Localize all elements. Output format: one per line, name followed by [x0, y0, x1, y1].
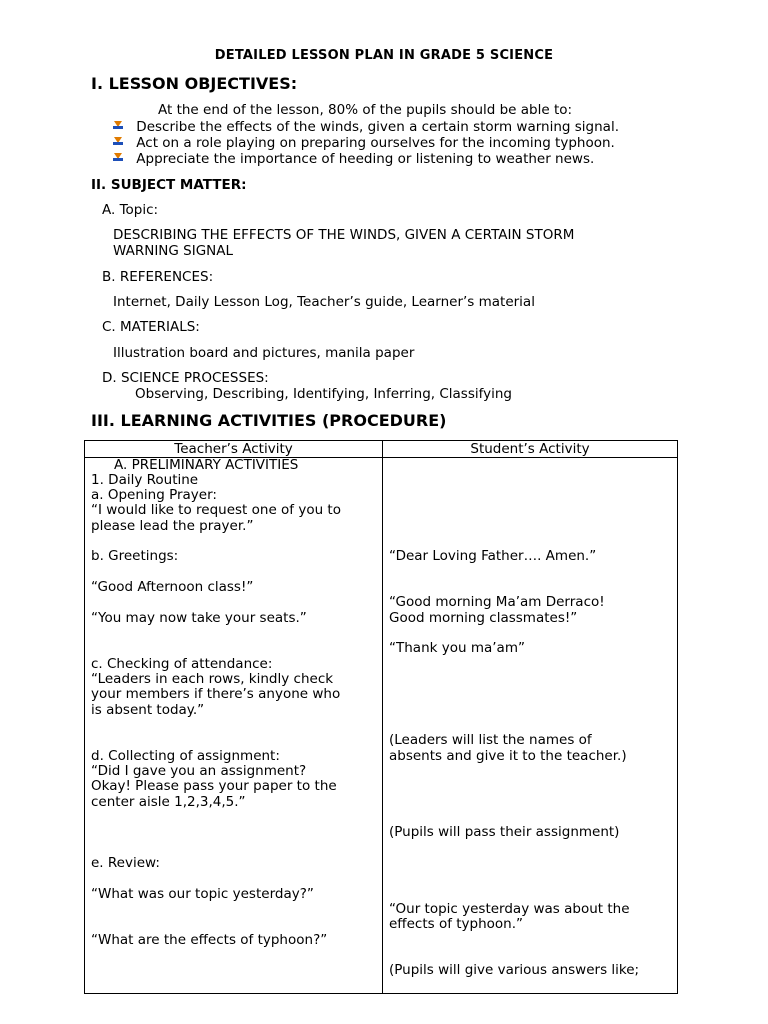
- materials-text: Illustration board and pictures, manila paper: [113, 345, 415, 361]
- student-line: “Thank you ma’am”: [389, 640, 525, 656]
- student-line: “Our topic yesterday was about the: [389, 901, 630, 917]
- down-arrow-bullet-icon: [113, 121, 123, 131]
- teacher-line: a. Opening Prayer:: [91, 487, 217, 503]
- student-line: effects of typhoon.”: [389, 916, 524, 932]
- down-arrow-bullet-icon: [113, 153, 123, 163]
- teacher-line: your members if there’s anyone who: [91, 686, 341, 702]
- teacher-line: “Did I gave you an assignment?: [91, 763, 307, 779]
- teacher-line: “What are the effects of typhoon?”: [91, 932, 328, 948]
- student-line: “Good morning Ma’am Derraco!: [389, 594, 605, 610]
- student-line: (Pupils will give various answers like;: [389, 962, 640, 978]
- student-line: (Leaders will list the names of: [389, 732, 592, 748]
- objectives-intro: At the end of the lesson, 80% of the pupils should be able to:: [158, 102, 573, 118]
- section-heading: A. PRELIMINARY ACTIVITIES: [114, 457, 299, 473]
- objective-item: Appreciate the importance of heeding or listening to weather news.: [113, 151, 594, 167]
- teacher-line: “I would like to request one of you to: [91, 502, 341, 518]
- document-title: DETAILED LESSON PLAN IN GRADE 5 SCIENCE: [214, 48, 554, 63]
- teacher-line: b. Greetings:: [91, 548, 179, 564]
- activities-table: [84, 440, 678, 994]
- objective-item: Describe the effects of the winds, given a certain storm warning signal.: [113, 119, 619, 135]
- references-text: Internet, Daily Lesson Log, Teacher’s guide, Learner’s material: [113, 294, 535, 310]
- student-line: (Pupils will pass their assignment): [389, 824, 620, 840]
- student-line: absents and give it to the teacher.): [389, 748, 627, 764]
- student-line: “Dear Loving Father…. Amen.”: [389, 548, 597, 564]
- student-line: Good morning classmates!”: [389, 610, 578, 626]
- teacher-line: d. Collecting of assignment:: [91, 748, 280, 764]
- down-arrow-bullet-icon: [113, 137, 123, 147]
- teacher-line: c. Checking of attendance:: [91, 656, 273, 672]
- teacher-activity-cell: [85, 458, 383, 994]
- materials-label: C. MATERIALS:: [102, 319, 200, 335]
- teacher-line: “Leaders in each rows, kindly check: [91, 671, 334, 687]
- teacher-line: “You may now take your seats.”: [91, 610, 307, 626]
- teacher-line: Okay! Please pass your paper to the: [91, 778, 337, 794]
- teacher-line: is absent today.”: [91, 702, 205, 718]
- student-column-header: Student’s Activity: [383, 441, 678, 458]
- teacher-column-header: Teacher’s Activity: [85, 441, 383, 458]
- processes-text: Observing, Describing, Identifying, Inferring, Classifying: [135, 386, 513, 402]
- processes-label: D. SCIENCE PROCESSES:: [102, 370, 269, 386]
- references-label: B. REFERENCES:: [102, 269, 214, 285]
- teacher-line: please lead the prayer.”: [91, 518, 254, 534]
- objective-item: Act on a role playing on preparing ourselves for the incoming typhoon.: [113, 135, 615, 151]
- teacher-line: center aisle 1,2,3,4,5.”: [91, 794, 246, 810]
- teacher-line: 1. Daily Routine: [91, 472, 199, 488]
- topic-label: A. Topic:: [102, 202, 159, 218]
- teacher-line: “Good Afternoon class!”: [91, 579, 254, 595]
- teacher-line: “What was our topic yesterday?”: [91, 886, 314, 902]
- topic-text: WARNING SIGNAL: [113, 243, 234, 259]
- student-activity-cell: [383, 458, 678, 994]
- objectives-heading: I. LESSON OBJECTIVES:: [91, 74, 298, 93]
- teacher-line: e. Review:: [91, 855, 160, 871]
- activities-heading: III. LEARNING ACTIVITIES (PROCEDURE): [91, 411, 447, 430]
- topic-text: DESCRIBING THE EFFECTS OF THE WINDS, GIVEN A CERTAIN STORM: [113, 227, 575, 243]
- subject-matter-heading: II. SUBJECT MATTER:: [91, 177, 247, 193]
